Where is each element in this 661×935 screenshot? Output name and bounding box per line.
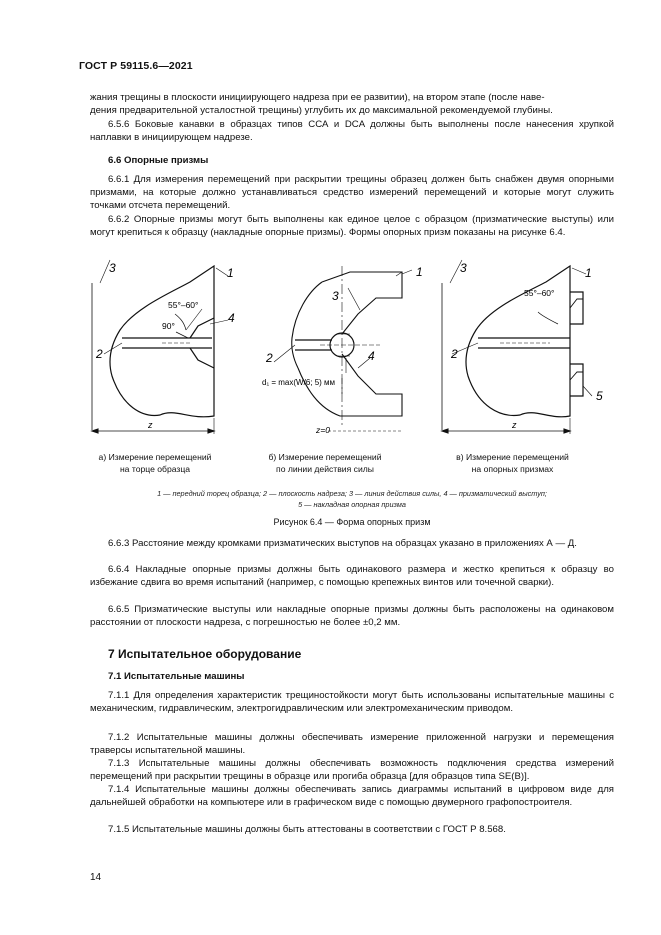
paragraph-7-1-5: 7.1.5 Испытательные машины должны быть аттестованы в соответствии с ГОСТ Р 8.568. (108, 824, 506, 835)
angle-label: 55°–60° (524, 288, 555, 298)
figure-caption-c: в) Измерение перемещений на опорных призмах (456, 452, 569, 474)
paragraph-6-6-3: 6.6.3 Расстояние между кромками призматических выступов на образцах указано в приложениях А — Д. (108, 538, 577, 549)
figure-panel-a-drawing (92, 260, 228, 434)
paragraph-6-6-1: 6.6.1 Для измерения перемещений при раскрытии трещины образец должен быть снабжен двумя опорными призмами, на которые должно устанавливаться средство измерений перемещений и которые могут служить точками отсчета перемещений. (90, 174, 614, 212)
figure-6-4 (80, 258, 620, 482)
paragraph-7-1-1: 7.1.1 Для определения характеристик трещиностойкости могут быть использованы испытательные машины с механическим, гидравлическим, электрогидравлическим или электромеханическим приводом. (90, 690, 614, 715)
dimension-label: z=0 (316, 425, 330, 435)
figure-panel-c-drawing (442, 260, 592, 434)
label-3: 3 (109, 261, 116, 275)
label-5: 5 (596, 389, 603, 403)
figure-caption-b: б) Измерение перемещений по линии действия силы (268, 452, 382, 474)
dimension-label: z (148, 420, 153, 430)
figure-title: Рисунок 6.4 — Форма опорных призм (273, 517, 431, 527)
label-1: 1 (585, 266, 592, 280)
label-4: 4 (228, 311, 235, 325)
label-1: 1 (227, 266, 234, 280)
label-2: 2 (96, 347, 103, 361)
angle-label: 55°–60° (168, 300, 199, 310)
label-2: 2 (451, 347, 458, 361)
label-3: 3 (460, 261, 467, 275)
paragraph-7-1-2: 7.1.2 Испытательные машины должны обеспечивать измерение приложенной нагрузки и перемещения траверсы испытательной машины. (90, 732, 614, 757)
figure-legend: 1 — передний торец образца; 2 — плоскость надреза; 3 — линия действия силы, 4 — призматический выступ; 5 — накладная опорная призма (157, 489, 547, 509)
paragraph-6-5-6: 6.5.6 Боковые канавки в образцах типов ССА и DCA должны быть выполнены после нанесения хрупкой наплавки в инициирующем надрезе. (90, 119, 614, 144)
label-3: 3 (332, 289, 339, 303)
paragraph-line: дения предварительной усталостной трещины) углубить их до максимальной рекомендуемой глубины. (90, 105, 553, 117)
page-number: 14 (90, 872, 102, 883)
paragraph-6-6-2: 6.6.2 Опорные призмы могут быть выполнены как единое целое с образцом (призматические выступы) или могут крепиться к образцу (накладные опорные призмы). Формы опорных призм показаны на рисунке 6.4. (90, 214, 614, 239)
paragraph-continued (90, 91, 614, 117)
label-1: 1 (416, 265, 423, 279)
figure-caption-a: а) Измерение перемещений на торце образца (98, 452, 212, 474)
paragraph-7-1-3: 7.1.3 Испытательные машины должны обеспечивать возможность подключения средства измерений перемещений при раскрытии трещины в образце или прогиба образца [для образцов типа SE(B)]. (90, 758, 614, 783)
section-6-6-heading: 6.6 Опорные призмы (108, 155, 209, 166)
paragraph-6-6-5: 6.6.5 Призматические выступы или накладные опорные призмы должны быть расположены на одинаковом расстоянии от плоскости надреза, с погрешностью не более ±0,2 мм. (90, 604, 614, 629)
section-7-heading: 7 Испытательное оборудование (108, 647, 302, 661)
paragraph-line: жания трещины в плоскости инициирующего надреза при ее развитии), на втором этапе (после наве- (90, 92, 545, 103)
paragraph-6-6-4: 6.6.4 Накладные опорные призмы должны быть одинакового размера и жестко крепиться к образцу во избежание сдвига во время испытаний (например, с помощью крепежных винтов или точечной сварки). (90, 564, 614, 589)
figure-panel-b-drawing (274, 266, 412, 431)
angle-label: 90° (162, 321, 175, 331)
section-7-1-heading: 7.1 Испытательные машины (108, 671, 245, 682)
document-header: ГОСТ Р 59115.6—2021 (79, 60, 193, 72)
dimension-label: z (512, 420, 517, 430)
dimension-label: d₁ = max(W/6; 5) мм (262, 378, 336, 387)
label-2: 2 (266, 351, 273, 365)
label-4: 4 (368, 349, 375, 363)
paragraph-7-1-4: 7.1.4 Испытательные машины должны обеспечивать запись диаграммы испытаний в цифровом виде для дальнейшей обработки на компьютере или в графическом виде с помощью двумерного графопостроителя. (90, 784, 614, 809)
